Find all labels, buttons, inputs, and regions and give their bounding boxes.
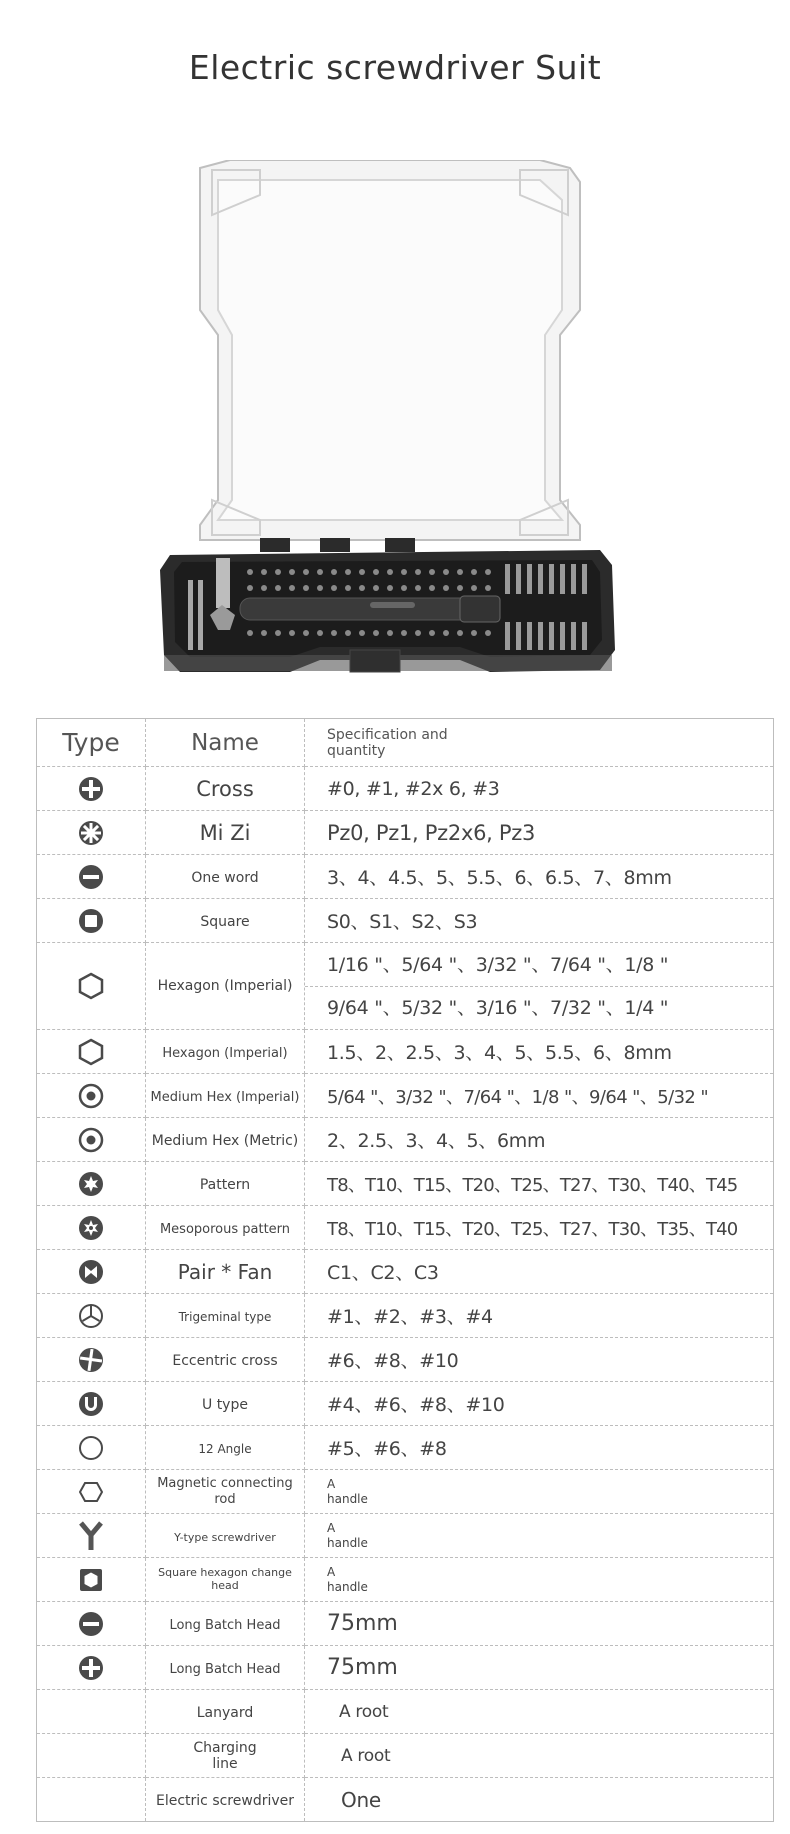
table-row	[37, 855, 774, 899]
row-name: Hexagon (Imperial)	[157, 977, 293, 994]
row-spec: #1、#2、#3、#4	[327, 1306, 493, 1328]
row-name: Lanyard	[196, 1705, 254, 1721]
row-name: Pattern	[199, 1177, 251, 1193]
row-name: Square hexagon change head	[158, 1566, 292, 1592]
row-name: Eccentric cross	[172, 1353, 278, 1369]
row-name: Long Batch Head	[169, 1618, 281, 1633]
header-spec: Specification and quantity	[327, 726, 448, 759]
table-row	[37, 1206, 774, 1250]
row-name: Trigeminal type	[178, 1310, 272, 1324]
row-name: Cross	[196, 776, 254, 801]
pozidriv-tip-icon	[78, 820, 104, 846]
row-spec: 1.5、2、2.5、3、4、5、5.5、6、8mm	[327, 1042, 672, 1064]
row-name: Electric screwdriver	[155, 1793, 295, 1809]
row-name: 12 Angle	[198, 1442, 252, 1456]
magnetic-rod-icon	[79, 1481, 103, 1503]
table-row	[37, 1602, 774, 1646]
table-row	[37, 1162, 774, 1206]
tri-wing-tip-icon	[78, 1303, 104, 1329]
row-name: Pair * Fan	[177, 1259, 273, 1284]
table-header-row	[37, 719, 774, 767]
table-row	[37, 1030, 774, 1074]
row-spec: 3、4、4.5、5、5.5、6、6.5、7、8mm	[327, 867, 672, 889]
hex-metric-icon	[77, 1038, 105, 1066]
hex-imperial-icon	[77, 972, 105, 1000]
row-name: Long Batch Head	[169, 1662, 281, 1677]
row-name: Y-type screwdriver	[174, 1531, 276, 1544]
cross-tip-icon	[78, 776, 104, 802]
y-type-icon	[78, 1521, 104, 1551]
row-name: Medium Hex (Metric)	[151, 1133, 299, 1149]
row-spec: #6、#8、#10	[327, 1350, 459, 1372]
tool-case-icon	[160, 538, 615, 672]
row-name: Hexagon (Imperial)	[162, 1046, 288, 1061]
row-spec: 75mm	[327, 1655, 398, 1680]
row-name: Medium Hex (Imperial)	[150, 1089, 300, 1105]
table-row	[37, 1426, 774, 1470]
table-row	[37, 1294, 774, 1338]
spanner-tip-icon	[78, 1259, 104, 1285]
transparent-lid-icon	[200, 160, 580, 540]
page-title: Electric screwdriver Suit	[188, 48, 602, 87]
row-spec: S0、S1、S2、S3	[327, 911, 478, 933]
row-name: Mi Zi	[199, 820, 251, 845]
security-torx-tip-icon	[78, 1215, 104, 1241]
row-spec: C1、C2、C3	[327, 1262, 439, 1284]
row-spec: T8、T10、T15、T20、T25、T27、T30、T35、T40	[327, 1218, 738, 1240]
table-row	[37, 1646, 774, 1690]
row-name: Charging line	[193, 1739, 257, 1772]
row-spec: #5、#6、#8	[327, 1438, 447, 1460]
row-spec: 2、2.5、3、4、5、6mm	[327, 1130, 546, 1152]
table-row	[37, 1250, 774, 1294]
table-row	[37, 1734, 774, 1778]
row-spec: #0, #1, #2x 6, #3	[327, 777, 500, 800]
table-row	[37, 1382, 774, 1426]
long-cross-bit-icon	[78, 1655, 104, 1681]
row-spec: 1/16 "、5/64 "、3/32 "、7/64 "、1/8 "	[327, 953, 669, 976]
square-hex-adapter-icon	[79, 1568, 103, 1592]
row-spec: A handle	[327, 1520, 368, 1550]
row-spec: 5/64 "、3/32 "、7/64 "、1/8 "、9/64 "、5/32 "	[327, 1086, 709, 1108]
row-spec: A handle	[327, 1476, 368, 1506]
square-tip-icon	[78, 908, 104, 934]
row-spec: #4、#6、#8、#10	[327, 1394, 505, 1416]
row-spec: Pz0, Pz1, Pz2x6, Pz3	[327, 820, 536, 845]
table-row	[37, 1690, 774, 1734]
row-name: Square	[200, 914, 250, 930]
torx-tip-icon	[78, 1171, 104, 1197]
row-name: One word	[191, 870, 259, 886]
table-row	[37, 1074, 774, 1118]
table-row	[37, 899, 774, 943]
row-spec: A root	[339, 1701, 389, 1722]
table-row	[37, 1470, 774, 1514]
eccentric-cross-tip-icon	[78, 1347, 104, 1373]
medium-hex-metric-icon	[78, 1127, 104, 1153]
row-name: U type	[202, 1397, 248, 1413]
row-spec: A handle	[327, 1564, 368, 1594]
row-name: Magnetic connecting rod	[157, 1475, 293, 1507]
spec-table	[36, 718, 774, 1822]
table-row	[37, 811, 774, 855]
row-spec: One	[341, 1787, 381, 1812]
long-slotted-bit-icon	[78, 1611, 104, 1637]
slotted-tip-icon	[78, 864, 104, 890]
header-name: Name	[191, 729, 259, 756]
table-row	[37, 767, 774, 811]
medium-hex-imperial-icon	[78, 1083, 104, 1109]
row-name: Mesoporous pattern	[159, 1222, 291, 1237]
row-spec-2: 9/64 "、5/32 "、3/16 "、7/32 "、1/4 "	[327, 996, 669, 1019]
table-row	[37, 1118, 774, 1162]
12-point-tip-icon	[78, 1435, 104, 1461]
row-spec: A root	[341, 1745, 391, 1766]
table-row	[37, 1778, 774, 1822]
row-spec: T8、T10、T15、T20、T25、T27、T30、T40、T45	[327, 1174, 738, 1196]
table-row	[37, 1558, 774, 1602]
u-type-tip-icon	[78, 1391, 104, 1417]
row-spec: 75mm	[327, 1611, 398, 1636]
table-row	[37, 943, 774, 1030]
table-row	[37, 1338, 774, 1382]
product-image	[160, 160, 620, 680]
table-row	[37, 1514, 774, 1558]
header-type: Type	[62, 728, 120, 757]
